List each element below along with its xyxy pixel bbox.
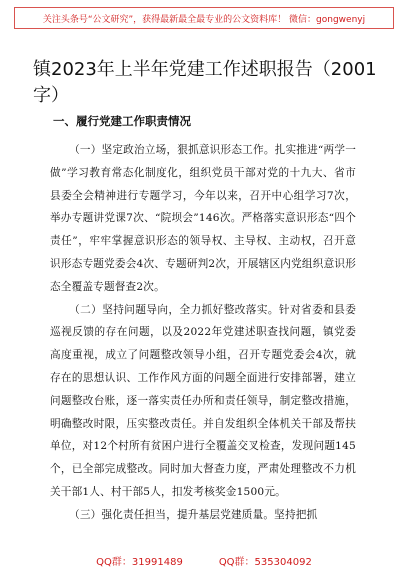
footer	[0, 553, 408, 569]
footer-qq-group-1: QQ群：31991489	[96, 557, 183, 568]
promo-banner	[14, 7, 394, 29]
paragraph-2: （二）坚持问题导向，全力抓好整改落实。针对省委和县委巡视反馈的存在问题，以及2022年党建述职查找问题，镇党委高度重视，成立了问题整改领导小组，召开专题党委会4次，就存在的思想认识、工作作风方面的问题全面进行安排部署，建立问题整改台账，逐一落实责任办所和责任领导，制定整改措施，明确整改时限，压实整改责任。并自发组织全体机关干部及帮扶单位，对12个村所有贫困户进行全覆盖交叉检查，发现问题145个，已全部完成整改。同时加大督查力度，严肃处理整改不力机关干部1人、村干部5人，扣发考核奖金1500元。	[50, 303, 356, 498]
paragraph-1: （一）坚定政治立场，狠抓意识形态工作。扎实推进“两学一做”学习教育常态化制度化，组织党员干部对党的十九大、省市县委全会精神进行专题学习，今年以来，召开中心组学习7次，举办专题讲党课7次、“院坝会”146次。严格落实意识形态“四个责任”，牢牢掌握意识形态的领导权、主导权、主动权，召开意识形态专题党委会4次、专题研判2次，开展辖区内党组织意识形态全覆盖专题督查2次。	[50, 144, 356, 293]
promo-banner-text: 关注头条号“公文研究”，获得最新最全最专业的公文资料库！ 微信：gongwenyj	[42, 14, 366, 25]
footer-qq-group-2: QQ群：535304092	[218, 557, 312, 568]
paragraph-3: （三）强化责任担当，提升基层党建质量。坚持把抓	[69, 508, 318, 521]
document-body	[50, 139, 356, 527]
document-title: 镇2023年上半年党建工作述职报告（2001字）	[33, 59, 377, 106]
section-heading: 一、履行党建工作职责情况	[53, 114, 191, 128]
